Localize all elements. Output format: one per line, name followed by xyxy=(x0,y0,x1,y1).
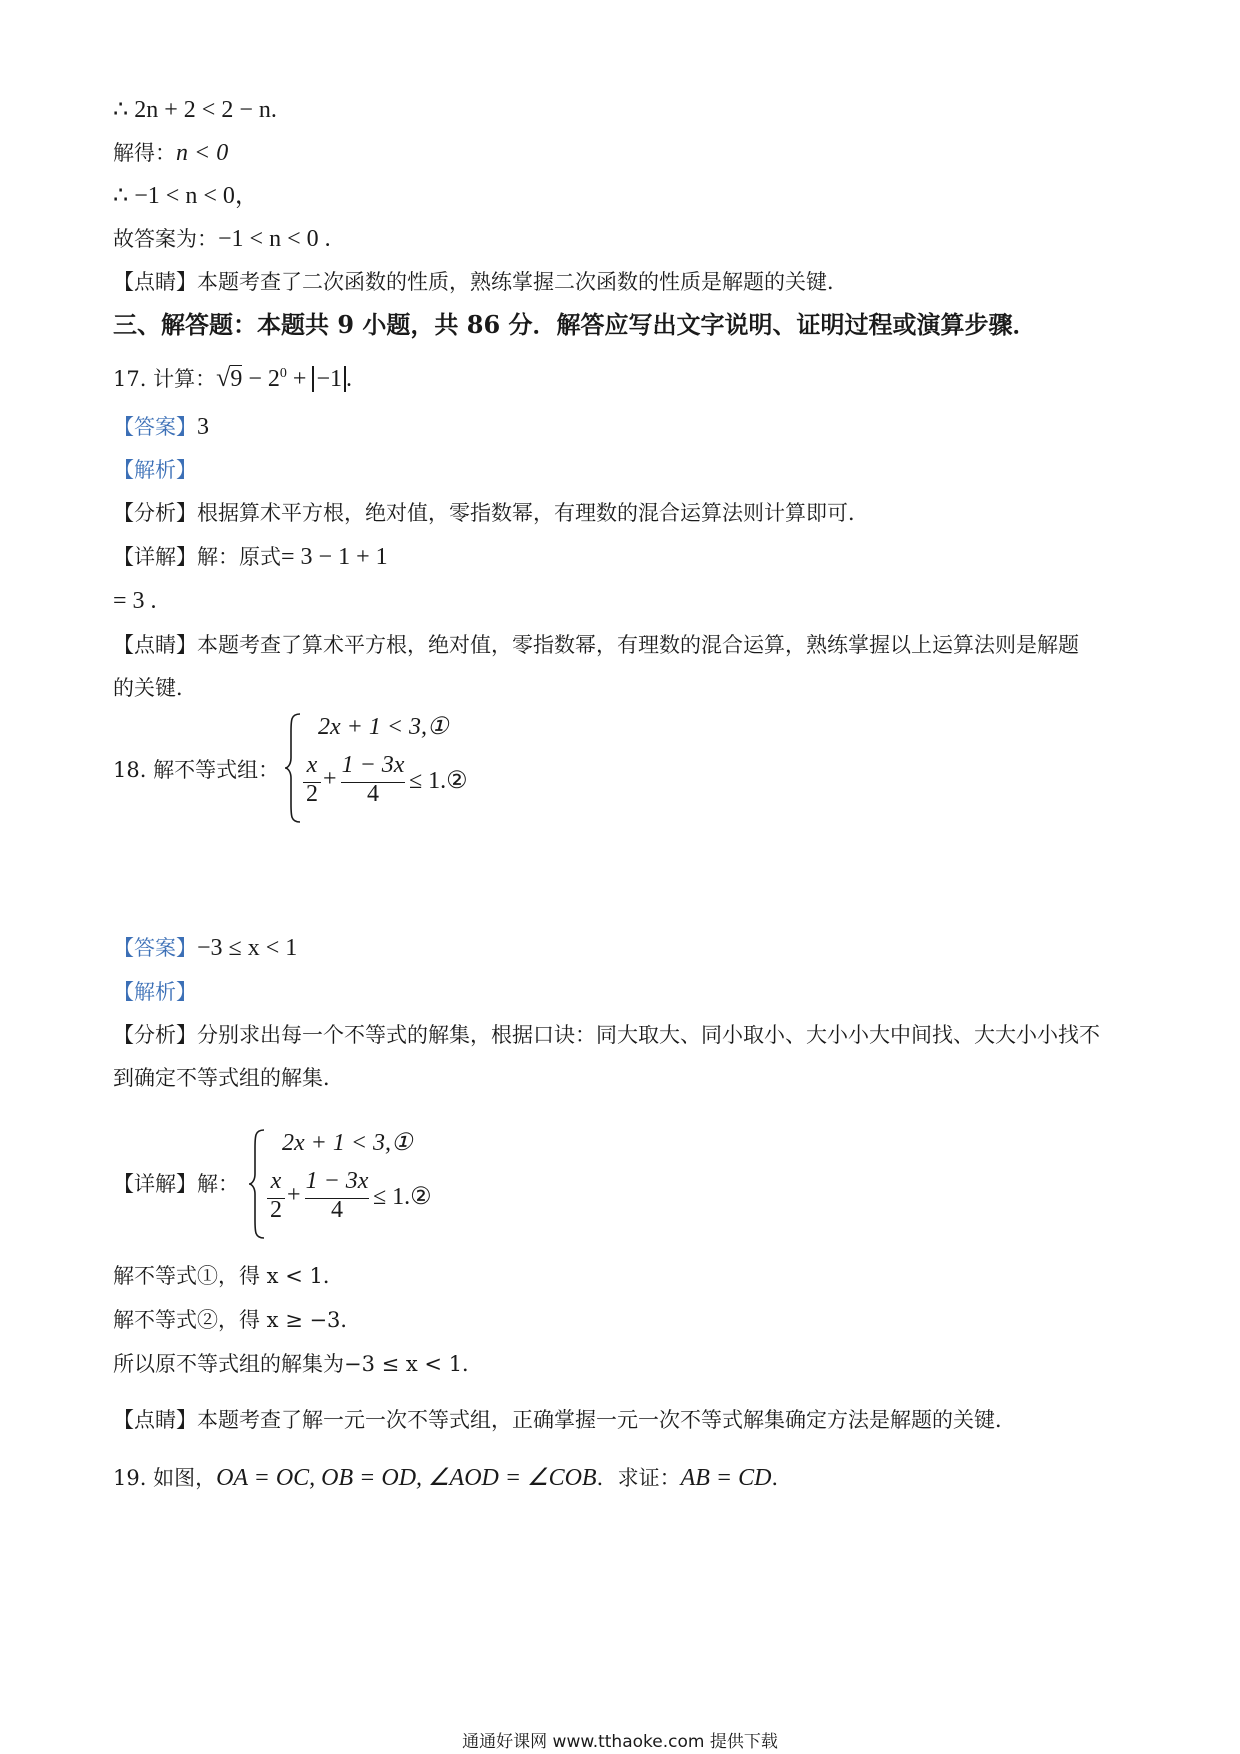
page-footer: 通通好课网 www.tthaoke.com 提供下载 xyxy=(462,1732,778,1752)
q18-tail-2: ≤ 1.② xyxy=(409,768,468,794)
question-17 xyxy=(113,360,352,393)
q17-rest-a: − 2 xyxy=(242,366,280,392)
q18-frac-2 xyxy=(305,1168,369,1224)
frac-2-num: 1 − 3x xyxy=(341,752,405,778)
frac-2-den: 4 xyxy=(367,781,379,807)
solve-math: n < 0 xyxy=(176,140,229,166)
q19-mid: ．求证： xyxy=(596,1466,681,1490)
q17-result: = 3 . xyxy=(113,588,157,614)
line-solve xyxy=(113,139,228,167)
q18-tail-2: ≤ 1.② xyxy=(373,1184,432,1210)
answer-label: 故答案为： xyxy=(113,227,218,251)
q17-abs: −1 xyxy=(312,366,346,392)
q18-step-3: 所以原不等式组的解集为−3 ≤ x < 1． xyxy=(113,1352,484,1376)
q17-rest-b: + xyxy=(286,366,313,392)
q18-frac-2 xyxy=(341,752,405,808)
left-brace-icon xyxy=(283,712,303,824)
q18-frac-1 xyxy=(303,752,321,808)
answer-tag: 【答案】 xyxy=(113,936,197,960)
q19-prefix: 19. 如图， xyxy=(113,1466,217,1490)
section-heading: 三、解答题：本题共 9 小题，共 86 分．解答应写出文字说明、证明过程或演算步骤． xyxy=(113,310,1037,339)
q18-xiangjie-label: 【详解】解： xyxy=(113,1172,239,1196)
line-answer-16 xyxy=(113,225,331,253)
frac-2-num: 1 − 3x xyxy=(305,1168,369,1194)
q17-end: . xyxy=(346,366,352,392)
q17-analysis-tag: 【解析】 xyxy=(113,458,197,482)
q18-prefix: 18. 解不等式组： xyxy=(113,758,280,782)
q17-sup: 0 xyxy=(279,366,287,381)
q18-answer-value: −3 ≤ x < 1 xyxy=(197,935,298,961)
comment-16: 【点睛】本题考查了二次函数的性质，熟练掌握二次函数的性质是解题的关键． xyxy=(113,270,848,294)
q19-end: ． xyxy=(771,1466,793,1490)
q18-ineq-1: 2x + 1 < 3,① xyxy=(282,1130,413,1156)
q19-given: OA = OC, OB = OD, ∠AOD = ∠COB xyxy=(216,1465,597,1491)
q17-fenxi: 【分析】根据算术平方根，绝对值，零指数幂，有理数的混合运算法则计算即可． xyxy=(113,501,869,525)
left-brace-icon xyxy=(247,1128,267,1240)
solve-label: 解得： xyxy=(113,141,176,165)
q17-xiangjie-math: = 3 − 1 + 1 xyxy=(281,544,388,570)
q17-answer-value: 3 xyxy=(197,414,209,440)
frac-1-den: 2 xyxy=(306,781,318,807)
q17-xiangjie xyxy=(113,543,388,571)
answer-math: −1 < n < 0 . xyxy=(218,226,331,252)
q17-prefix: 17. 计算： xyxy=(113,367,217,391)
q18-system xyxy=(283,712,483,827)
q18-system-repeat xyxy=(247,1128,447,1243)
q18-analysis-tag: 【解析】 xyxy=(113,980,197,1004)
question-19 xyxy=(113,1464,792,1492)
line-conclusion-2: ∴ −1 < n < 0， xyxy=(113,183,259,209)
q18-dianjing: 【点睛】本题考查了解一元一次不等式组，正确掌握一元一次不等式解集确定方法是解题的关键． xyxy=(113,1408,1016,1432)
q18-answer xyxy=(113,934,297,962)
q19-goal: AB = CD xyxy=(680,1465,772,1491)
line-conclusion-1: ∴ 2n + 2 < 2 − n. xyxy=(113,97,277,123)
q17-xiangjie-label: 【详解】解：原式 xyxy=(113,545,281,569)
answer-tag: 【答案】 xyxy=(113,415,197,439)
q17-radicand: 9 xyxy=(230,366,243,392)
q18-fenxi-1: 【分析】分别求出每一个不等式的解集，根据口诀：同大取大、同小取小、大小小大中间找、大大小小找不 xyxy=(113,1023,1100,1047)
q17-dianjing-2: 的关键． xyxy=(113,676,197,700)
q17-dianjing-1: 【点睛】本题考查了算术平方根，绝对值，零指数幂，有理数的混合运算，熟练掌握以上运算法则是解题 xyxy=(113,633,1079,657)
q17-expression: $√9 - 2^0 + -1$ . xyxy=(216,363,352,392)
q18-fenxi-2: 到确定不等式组的解集． xyxy=(113,1066,344,1090)
frac-1-den: 2 xyxy=(270,1197,282,1223)
q18-plus: + xyxy=(287,1182,301,1208)
frac-1-num: x xyxy=(306,752,318,778)
frac-2-den: 4 xyxy=(331,1197,343,1223)
q18-plus: + xyxy=(323,766,337,792)
q17-answer xyxy=(113,413,209,441)
q18-step-2: 解不等式②，得 x ≥ −3． xyxy=(113,1308,362,1332)
q18-frac-1 xyxy=(267,1168,285,1224)
frac-1-num: x xyxy=(270,1168,282,1194)
q18-step-1: 解不等式①，得 x < 1． xyxy=(113,1264,344,1288)
q18-ineq-1: 2x + 1 < 3,① xyxy=(318,714,449,740)
